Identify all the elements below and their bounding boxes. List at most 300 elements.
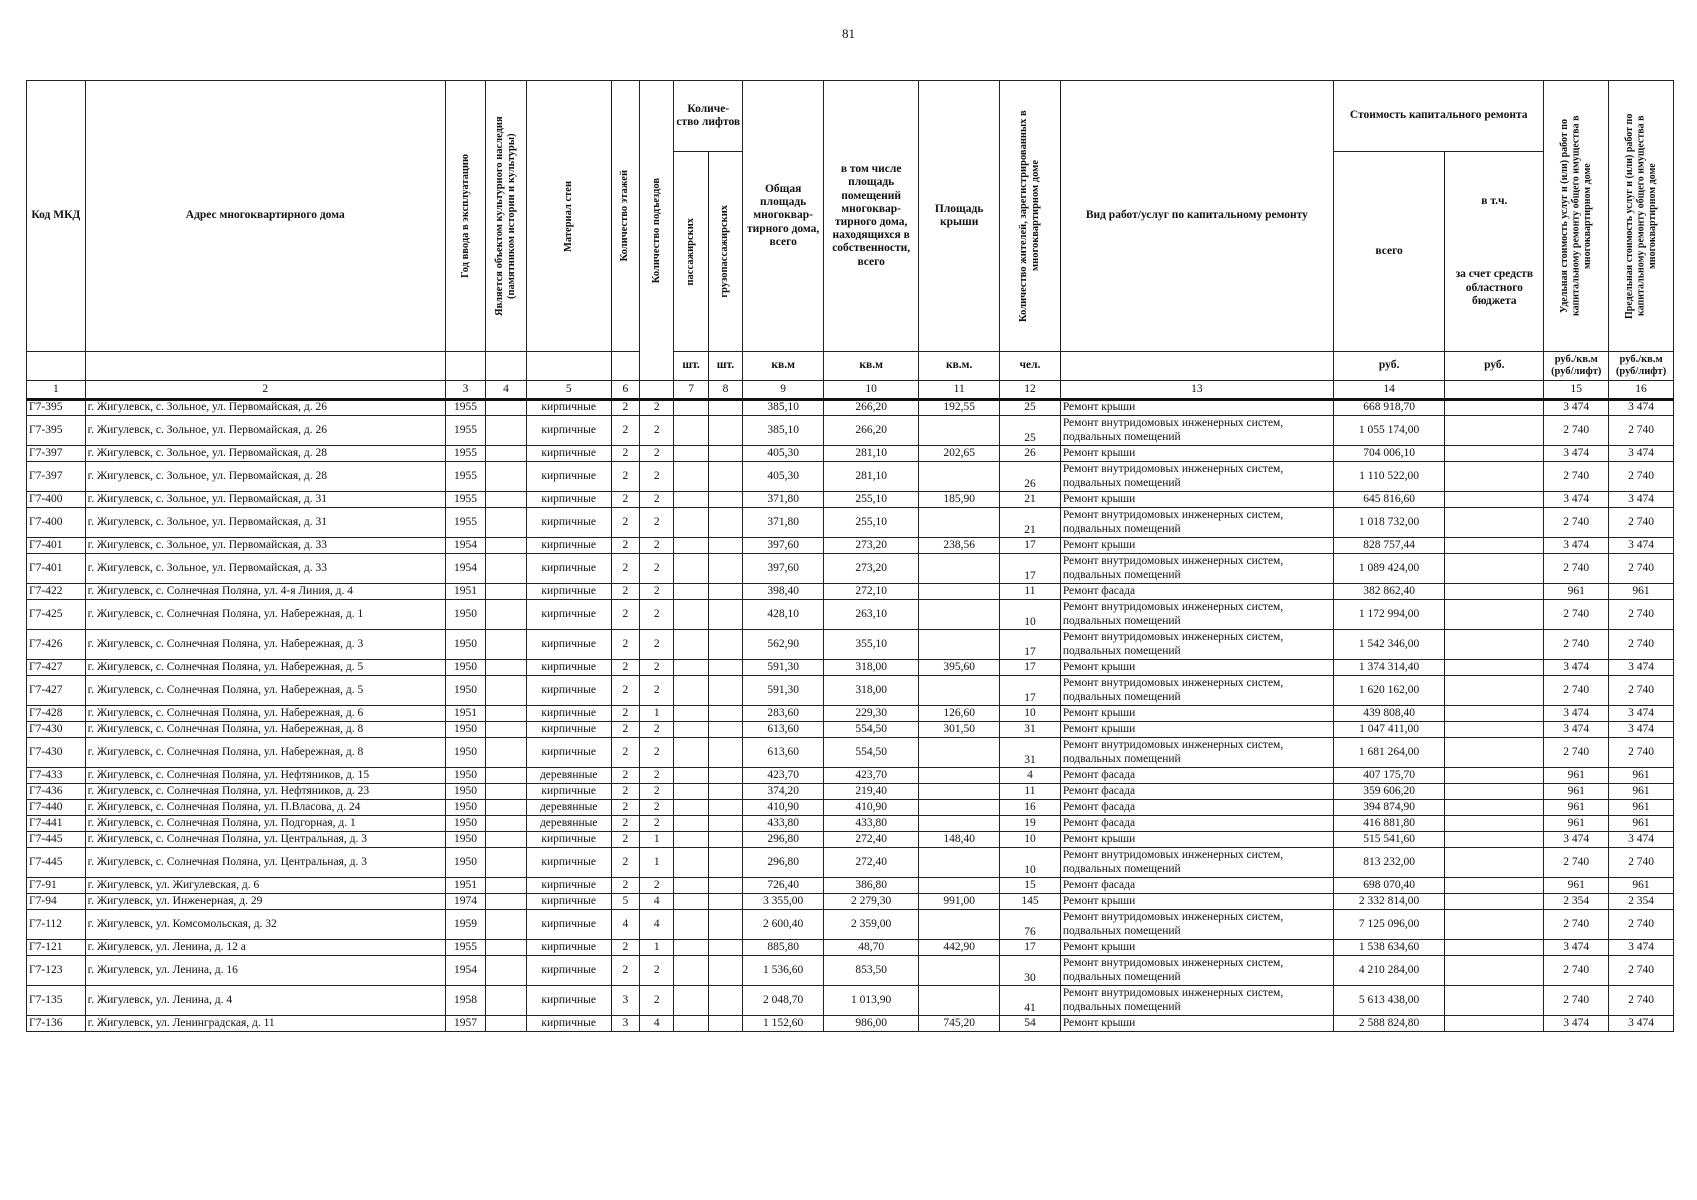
cell-cost: 515 541,60: [1333, 832, 1444, 848]
cell-cost-regional: [1445, 784, 1544, 800]
cell-residents: 17: [1000, 538, 1061, 554]
unit-work: [1060, 352, 1333, 381]
cell-unit-cost: 2 740: [1544, 508, 1609, 538]
cell-roof-area: [919, 554, 1000, 584]
cell-floors: 2: [611, 600, 639, 630]
cell-heritage: [486, 492, 526, 508]
cell-cost: 382 862,40: [1333, 584, 1444, 600]
cell-lifts-passenger: [674, 784, 708, 800]
cell-residents: 26: [1000, 462, 1061, 492]
cell-code: Г7-428: [27, 706, 86, 722]
cell-limit-cost: 2 740: [1609, 986, 1674, 1016]
cell-residents: 4: [1000, 768, 1061, 784]
cell-address: г. Жигулевск, с. Солнечная Поляна, ул. Нефтяников, д. 15: [85, 768, 445, 784]
cell-code: Г7-441: [27, 816, 86, 832]
cell-owned-area: 255,10: [824, 492, 919, 508]
cell-floors: 2: [611, 660, 639, 676]
column-number: 9: [743, 381, 824, 400]
cell-entrances: 2: [640, 554, 674, 584]
cell-heritage: [486, 986, 526, 1016]
cell-floors: 2: [611, 462, 639, 492]
cell-lifts-passenger: [674, 816, 708, 832]
cell-total-area: 405,30: [743, 446, 824, 462]
cell-cost: 1 089 424,00: [1333, 554, 1444, 584]
cell-material: кирпичные: [526, 600, 611, 630]
cell-residents: 145: [1000, 894, 1061, 910]
cell-code: Г7-427: [27, 660, 86, 676]
cell-work: Ремонт внутридомовых инженерных систем, подвальных помещений: [1060, 738, 1333, 768]
cell-unit-cost: 2 740: [1544, 848, 1609, 878]
cell-entrances: 2: [640, 878, 674, 894]
cell-cost-regional: [1445, 508, 1544, 538]
cell-limit-cost: 2 740: [1609, 462, 1674, 492]
cell-work: Ремонт внутридомовых инженерных систем, подвальных помещений: [1060, 910, 1333, 940]
table-row: [27, 706, 1674, 722]
cell-total-area: 374,20: [743, 784, 824, 800]
cell-cost: 1 047 411,00: [1333, 722, 1444, 738]
header-floors: Количество этажей: [611, 81, 639, 352]
cell-total-area: 3 355,00: [743, 894, 824, 910]
cell-work: Ремонт фасада: [1060, 816, 1333, 832]
cell-address: г. Жигулевск, с. Зольное, ул. Первомайская, д. 28: [85, 462, 445, 492]
cell-cost-regional: [1445, 416, 1544, 446]
column-number: 12: [1000, 381, 1061, 400]
cell-address: г. Жигулевск, с. Зольное, ул. Первомайская, д. 31: [85, 508, 445, 538]
cell-heritage: [486, 508, 526, 538]
cell-floors: 2: [611, 554, 639, 584]
cell-code: Г7-445: [27, 848, 86, 878]
table-row: [27, 660, 1674, 676]
cell-cost-regional: [1445, 940, 1544, 956]
header-entrances: Количество подъездов: [640, 81, 674, 381]
cell-roof-area: [919, 848, 1000, 878]
cell-year: 1955: [445, 416, 485, 446]
cell-code: Г7-440: [27, 800, 86, 816]
header-heritage: Является объектом культурного наследия (памятником истории и культуры): [486, 81, 526, 352]
cell-owned-area: 423,70: [824, 768, 919, 784]
cell-code: Г7-123: [27, 956, 86, 986]
column-number: 11: [919, 381, 1000, 400]
cell-lifts-cargo: [708, 462, 742, 492]
cell-heritage: [486, 738, 526, 768]
header-year: Год ввода в эксплуатацию: [445, 81, 485, 352]
header-roof-area: Площадь крыши: [919, 81, 1000, 352]
cell-material: кирпичные: [526, 630, 611, 660]
cell-material: кирпичные: [526, 894, 611, 910]
cell-heritage: [486, 446, 526, 462]
cell-work: Ремонт внутридомовых инженерных систем, подвальных помещений: [1060, 986, 1333, 1016]
table-row: [27, 492, 1674, 508]
cell-unit-cost: 3 474: [1544, 660, 1609, 676]
cell-entrances: 2: [640, 722, 674, 738]
cell-unit-cost: 2 740: [1544, 554, 1609, 584]
cell-limit-cost: 961: [1609, 784, 1674, 800]
cell-lifts-cargo: [708, 706, 742, 722]
column-number: 5: [526, 381, 611, 400]
cell-year: 1950: [445, 800, 485, 816]
cell-floors: 5: [611, 894, 639, 910]
cell-work: Ремонт фасада: [1060, 800, 1333, 816]
header-code: Код МКД: [27, 81, 86, 352]
cell-year: 1950: [445, 816, 485, 832]
cell-floors: 4: [611, 910, 639, 940]
cell-limit-cost: 2 740: [1609, 848, 1674, 878]
cell-roof-area: [919, 738, 1000, 768]
cell-year: 1950: [445, 832, 485, 848]
cell-owned-area: 554,50: [824, 722, 919, 738]
cell-code: Г7-94: [27, 894, 86, 910]
unit-residents: чел.: [1000, 352, 1061, 381]
cell-floors: 2: [611, 676, 639, 706]
cell-lifts-cargo: [708, 816, 742, 832]
cell-floors: 2: [611, 722, 639, 738]
cell-roof-area: [919, 676, 1000, 706]
cell-cost: 1 620 162,00: [1333, 676, 1444, 706]
cell-cost-regional: [1445, 600, 1544, 630]
cell-limit-cost: 3 474: [1609, 400, 1674, 416]
unit-year: [445, 352, 485, 381]
cell-lifts-passenger: [674, 956, 708, 986]
table-row: [27, 630, 1674, 660]
cell-unit-cost: 2 740: [1544, 910, 1609, 940]
unit-floors: [611, 352, 639, 381]
cell-year: 1954: [445, 554, 485, 584]
cell-entrances: 2: [640, 660, 674, 676]
unit-roof-area: кв.м.: [919, 352, 1000, 381]
cell-cost: 813 232,00: [1333, 848, 1444, 878]
cell-cost-regional: [1445, 630, 1544, 660]
cell-cost: 828 757,44: [1333, 538, 1444, 554]
cell-limit-cost: 3 474: [1609, 832, 1674, 848]
unit-lifts-cargo: шт.: [708, 352, 742, 381]
cell-entrances: 2: [640, 986, 674, 1016]
cell-residents: 17: [1000, 940, 1061, 956]
unit-owned-area: кв.м: [824, 352, 919, 381]
cell-lifts-cargo: [708, 508, 742, 538]
cell-floors: 2: [611, 538, 639, 554]
cell-lifts-passenger: [674, 554, 708, 584]
cell-total-area: 1 152,60: [743, 1016, 824, 1032]
cell-lifts-cargo: [708, 986, 742, 1016]
cell-address: г. Жигулевск, с. Солнечная Поляна, ул. 4-я Линия, д. 4: [85, 584, 445, 600]
table-row: [27, 600, 1674, 630]
cell-entrances: 2: [640, 816, 674, 832]
cell-heritage: [486, 554, 526, 584]
unit-cost-regional: руб.: [1445, 352, 1544, 381]
cell-address: г. Жигулевск, с. Солнечная Поляна, ул. Набережная, д. 5: [85, 660, 445, 676]
column-number: 13: [1060, 381, 1333, 400]
cell-cost: 698 070,40: [1333, 878, 1444, 894]
cell-owned-area: 318,00: [824, 676, 919, 706]
cell-entrances: 2: [640, 600, 674, 630]
cell-entrances: 2: [640, 416, 674, 446]
cell-heritage: [486, 676, 526, 706]
cell-lifts-cargo: [708, 492, 742, 508]
cell-residents: 76: [1000, 910, 1061, 940]
unit-code: [27, 352, 86, 381]
header-lifts: Количе- ство лифтов: [674, 81, 743, 152]
cell-limit-cost: 961: [1609, 584, 1674, 600]
cell-residents: 31: [1000, 738, 1061, 768]
cell-code: Г7-136: [27, 1016, 86, 1032]
cell-residents: 15: [1000, 878, 1061, 894]
cell-total-area: 397,60: [743, 538, 824, 554]
cell-address: г. Жигулевск, ул. Ленина, д. 12 а: [85, 940, 445, 956]
cell-floors: 2: [611, 492, 639, 508]
cell-entrances: 2: [640, 538, 674, 554]
cell-code: Г7-400: [27, 492, 86, 508]
cell-residents: 16: [1000, 800, 1061, 816]
cell-heritage: [486, 784, 526, 800]
cell-address: г. Жигулевск, с. Солнечная Поляна, ул. Набережная, д. 1: [85, 600, 445, 630]
column-number: 8: [708, 381, 742, 400]
cell-total-area: 562,90: [743, 630, 824, 660]
cell-owned-area: 1 013,90: [824, 986, 919, 1016]
cell-cost: 668 918,70: [1333, 400, 1444, 416]
cell-floors: 2: [611, 848, 639, 878]
cell-unit-cost: 961: [1544, 816, 1609, 832]
cell-heritage: [486, 878, 526, 894]
cell-lifts-cargo: [708, 784, 742, 800]
cell-code: Г7-430: [27, 738, 86, 768]
cell-address: г. Жигулевск, с. Солнечная Поляна, ул. Нефтяников, д. 23: [85, 784, 445, 800]
table-row: [27, 848, 1674, 878]
cell-cost: 407 175,70: [1333, 768, 1444, 784]
cell-material: кирпичные: [526, 706, 611, 722]
cell-total-area: 296,80: [743, 832, 824, 848]
table-row: [27, 738, 1674, 768]
cell-lifts-cargo: [708, 738, 742, 768]
cell-total-area: 371,80: [743, 492, 824, 508]
cell-work: Ремонт крыши: [1060, 894, 1333, 910]
cell-material: кирпичные: [526, 676, 611, 706]
cell-total-area: 613,60: [743, 722, 824, 738]
cell-heritage: [486, 706, 526, 722]
cell-lifts-passenger: [674, 706, 708, 722]
cell-limit-cost: 2 740: [1609, 600, 1674, 630]
header-total-area: Общая площадь многоквар- тирного дома, всего: [743, 81, 824, 352]
cell-code: Г7-422: [27, 584, 86, 600]
cell-year: 1955: [445, 446, 485, 462]
cell-unit-cost: 2 740: [1544, 630, 1609, 660]
cell-material: кирпичные: [526, 554, 611, 584]
cell-lifts-cargo: [708, 956, 742, 986]
cell-year: 1950: [445, 768, 485, 784]
cell-owned-area: 48,70: [824, 940, 919, 956]
cell-entrances: 2: [640, 584, 674, 600]
cell-lifts-passenger: [674, 878, 708, 894]
cell-cost-regional: [1445, 538, 1544, 554]
cell-year: 1950: [445, 738, 485, 768]
cell-cost-regional: [1445, 446, 1544, 462]
cell-lifts-cargo: [708, 768, 742, 784]
cell-total-area: 385,10: [743, 400, 824, 416]
cell-total-area: 726,40: [743, 878, 824, 894]
cell-entrances: 2: [640, 768, 674, 784]
cell-year: 1957: [445, 1016, 485, 1032]
cell-material: кирпичные: [526, 910, 611, 940]
cell-work: Ремонт внутридомовых инженерных систем, подвальных помещений: [1060, 600, 1333, 630]
table-row: [27, 800, 1674, 816]
cell-roof-area: 745,20: [919, 1016, 1000, 1032]
cell-entrances: 2: [640, 400, 674, 416]
cell-roof-area: [919, 800, 1000, 816]
cell-unit-cost: 2 740: [1544, 416, 1609, 446]
cell-residents: 10: [1000, 832, 1061, 848]
cell-owned-area: 386,80: [824, 878, 919, 894]
cell-floors: 2: [611, 768, 639, 784]
cell-limit-cost: 2 740: [1609, 910, 1674, 940]
cell-lifts-cargo: [708, 910, 742, 940]
cell-cost: 1 542 346,00: [1333, 630, 1444, 660]
header-cost: Стоимость капитального ремонта: [1333, 81, 1543, 152]
header-unit-cost: Удельная стоимость услуг и (или) работ по капитальному ремонту общего имущества в многоквартирном доме: [1544, 81, 1609, 352]
cell-unit-cost: 2 740: [1544, 676, 1609, 706]
column-number: 7: [674, 381, 708, 400]
cell-unit-cost: 3 474: [1544, 1016, 1609, 1032]
cell-work: Ремонт крыши: [1060, 446, 1333, 462]
cell-owned-area: 255,10: [824, 508, 919, 538]
table-row: [27, 986, 1674, 1016]
cell-total-area: 591,30: [743, 676, 824, 706]
cell-lifts-passenger: [674, 462, 708, 492]
cell-lifts-passenger: [674, 1016, 708, 1032]
cell-owned-area: 266,20: [824, 416, 919, 446]
cell-year: 1951: [445, 706, 485, 722]
cell-floors: 3: [611, 986, 639, 1016]
cell-cost: 4 210 284,00: [1333, 956, 1444, 986]
table-row: [27, 784, 1674, 800]
cell-cost: 645 816,60: [1333, 492, 1444, 508]
cell-owned-area: 554,50: [824, 738, 919, 768]
cell-unit-cost: 961: [1544, 768, 1609, 784]
cell-lifts-cargo: [708, 600, 742, 630]
capital-repair-table: [26, 80, 1674, 1032]
cell-heritage: [486, 600, 526, 630]
cell-code: Г7-135: [27, 986, 86, 1016]
cell-owned-area: 2 359,00: [824, 910, 919, 940]
cell-limit-cost: 2 740: [1609, 630, 1674, 660]
unit-limit-cost: руб./кв.м (руб/лифт): [1609, 352, 1674, 381]
cell-owned-area: 410,90: [824, 800, 919, 816]
cell-lifts-cargo: [708, 894, 742, 910]
cell-floors: 2: [611, 706, 639, 722]
cell-limit-cost: 3 474: [1609, 706, 1674, 722]
cell-heritage: [486, 416, 526, 446]
cell-address: г. Жигулевск, с. Солнечная Поляна, ул. Набережная, д. 3: [85, 630, 445, 660]
cell-entrances: 4: [640, 910, 674, 940]
cell-cost: 1 538 634,60: [1333, 940, 1444, 956]
cell-roof-area: [919, 910, 1000, 940]
cell-floors: 2: [611, 630, 639, 660]
cell-lifts-cargo: [708, 722, 742, 738]
cell-code: Г7-397: [27, 446, 86, 462]
cell-residents: 10: [1000, 600, 1061, 630]
cell-total-area: 405,30: [743, 462, 824, 492]
cell-lifts-cargo: [708, 554, 742, 584]
cell-cost-regional: [1445, 800, 1544, 816]
cell-year: 1955: [445, 940, 485, 956]
cell-material: кирпичные: [526, 416, 611, 446]
cell-owned-area: 266,20: [824, 400, 919, 416]
cell-code: Г7-395: [27, 416, 86, 446]
cell-entrances: 2: [640, 630, 674, 660]
cell-unit-cost: 2 740: [1544, 462, 1609, 492]
cell-total-area: 1 536,60: [743, 956, 824, 986]
cell-cost: 1 681 264,00: [1333, 738, 1444, 768]
cell-lifts-cargo: [708, 584, 742, 600]
column-number: 6: [611, 381, 639, 400]
cell-residents: 25: [1000, 416, 1061, 446]
cell-roof-area: [919, 462, 1000, 492]
cell-unit-cost: 2 740: [1544, 956, 1609, 986]
table-row: [27, 446, 1674, 462]
cell-owned-area: 272,40: [824, 848, 919, 878]
cell-owned-area: 281,10: [824, 446, 919, 462]
cell-material: кирпичные: [526, 400, 611, 416]
cell-floors: 2: [611, 784, 639, 800]
cell-material: кирпичные: [526, 722, 611, 738]
cell-entrances: 1: [640, 706, 674, 722]
column-number: 14: [1333, 381, 1444, 400]
cell-entrances: 1: [640, 940, 674, 956]
cell-heritage: [486, 768, 526, 784]
cell-floors: 2: [611, 832, 639, 848]
cell-code: Г7-401: [27, 538, 86, 554]
cell-work: Ремонт крыши: [1060, 660, 1333, 676]
cell-work: Ремонт крыши: [1060, 940, 1333, 956]
cell-owned-area: 229,30: [824, 706, 919, 722]
cell-code: Г7-427: [27, 676, 86, 706]
cell-address: г. Жигулевск, с. Зольное, ул. Первомайская, д. 28: [85, 446, 445, 462]
table-row: [27, 832, 1674, 848]
cell-unit-cost: 2 740: [1544, 738, 1609, 768]
cell-lifts-cargo: [708, 940, 742, 956]
cell-floors: 2: [611, 940, 639, 956]
cell-material: кирпичные: [526, 508, 611, 538]
cell-address: г. Жигулевск, с. Солнечная Поляна, ул. Центральная, д. 3: [85, 848, 445, 878]
cell-code: Г7-445: [27, 832, 86, 848]
cell-roof-area: [919, 784, 1000, 800]
cell-cost-regional: [1445, 706, 1544, 722]
cell-heritage: [486, 400, 526, 416]
cell-heritage: [486, 848, 526, 878]
column-number: [640, 381, 674, 400]
cell-unit-cost: 2 354: [1544, 894, 1609, 910]
cell-cost-regional: [1445, 986, 1544, 1016]
cell-residents: 11: [1000, 784, 1061, 800]
cell-limit-cost: 2 740: [1609, 676, 1674, 706]
cell-cost: 1 018 732,00: [1333, 508, 1444, 538]
header-cost-incl: в т.ч.: [1481, 195, 1508, 208]
cell-address: г. Жигулевск, с. Солнечная Поляна, ул. Подгорная, д. 1: [85, 816, 445, 832]
cell-material: деревянные: [526, 800, 611, 816]
cell-address: г. Жигулевск, с. Зольное, ул. Первомайская, д. 31: [85, 492, 445, 508]
cell-work: Ремонт крыши: [1060, 722, 1333, 738]
cell-unit-cost: 2 740: [1544, 600, 1609, 630]
cell-year: 1950: [445, 660, 485, 676]
cell-work: Ремонт фасада: [1060, 584, 1333, 600]
cell-heritage: [486, 722, 526, 738]
cell-total-area: 2 048,70: [743, 986, 824, 1016]
cell-heritage: [486, 584, 526, 600]
cell-unit-cost: 3 474: [1544, 940, 1609, 956]
unit-total-area: кв.м: [743, 352, 824, 381]
cell-address: г. Жигулевск, с. Зольное, ул. Первомайская, д. 26: [85, 416, 445, 446]
cell-owned-area: 219,40: [824, 784, 919, 800]
cell-roof-area: [919, 584, 1000, 600]
cell-material: кирпичные: [526, 878, 611, 894]
